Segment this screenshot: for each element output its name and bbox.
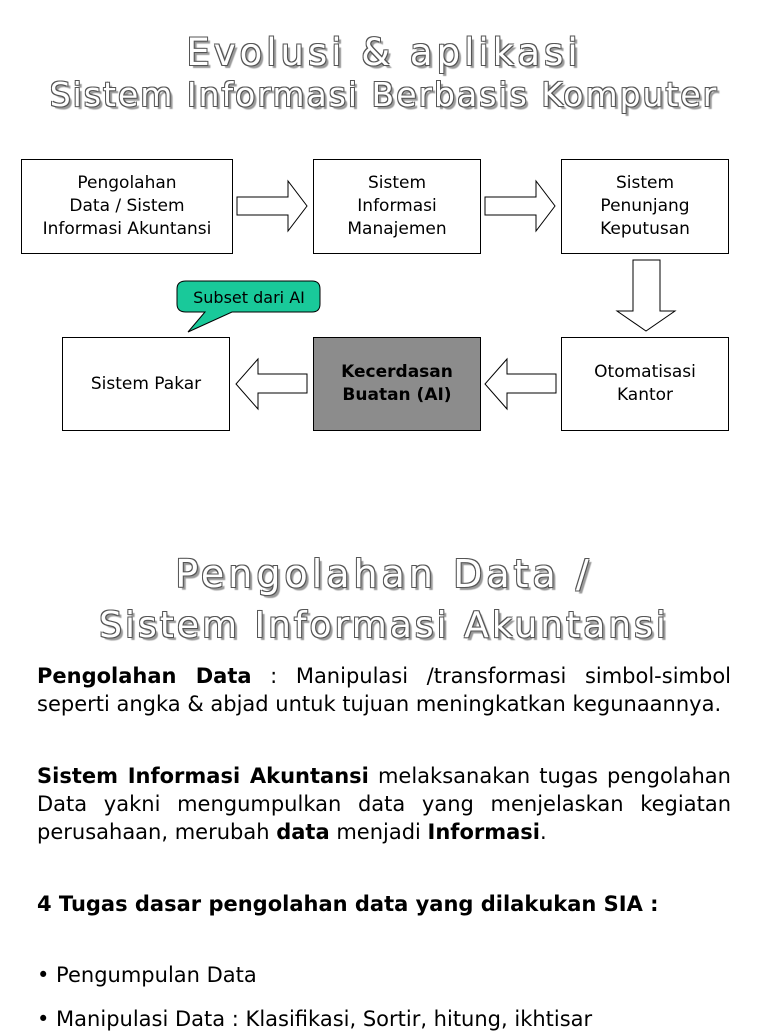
section-title-pengolahan-data: Pengolahan Data /	[175, 552, 593, 596]
box-pengolahan-data: Pengolahan Data / Sistem Informasi Akuntansi	[21, 159, 233, 254]
heading-4-tugas-dasar: 4 Tugas dasar pengolahan data yang dilakukan SIA :	[37, 892, 659, 916]
box-kecerdasan-buatan: Kecerdasan Buatan (AI)	[313, 337, 481, 431]
arrow-right-1	[237, 181, 307, 231]
box-sistem-penunjang-keputusan: Sistem Penunjang Keputusan	[561, 159, 729, 254]
box-otomatisasi-kantor: Otomatisasi Kantor	[561, 337, 729, 431]
arrow-left-1	[485, 359, 556, 409]
arrow-left-2	[236, 359, 307, 409]
paragraph-sia	[37, 762, 731, 846]
term-informasi: Informasi	[427, 820, 540, 844]
term-sia: Sistem Informasi Akuntansi	[37, 764, 369, 788]
term-pengolahan-data: Pengolahan Data	[37, 664, 252, 688]
sia-text-end: .	[539, 820, 547, 844]
callout-subset-ai: Subset dari AI	[193, 287, 305, 307]
box-sistem-pakar: Sistem Pakar	[62, 337, 230, 431]
sia-text-1: melaksanakan tugas pengolahan Data yakni mengumpulkan data yang menjelaskan kegiatan perusahaan, merubah	[37, 764, 731, 844]
arrow-right-2	[485, 181, 555, 231]
section-title-sia: Sistem Informasi Akuntansi	[99, 605, 669, 646]
bullet-pengumpulan-data: • Pengumpulan Data	[37, 963, 257, 987]
title-sistem-informasi-berbasis-komputer: Sistem Informasi Berbasis Komputer	[49, 75, 719, 114]
box-sistem-informasi-manajemen: Sistem Informasi Manajemen	[313, 159, 481, 254]
arrow-down	[617, 260, 675, 331]
definition-pengolahan-data: : Manipulasi /transformasi simbol-simbol seperti angka & abjad untuk tujuan meningkatkan kegunaannya.	[37, 664, 732, 716]
title-evolusi: Evolusi & aplikasi	[186, 31, 582, 74]
sia-text-2: menjadi	[329, 820, 428, 844]
paragraph-pengolahan-data	[37, 662, 731, 718]
bullet-manipulasi-data: • Manipulasi Data : Klasifikasi, Sortir, hitung, ikhtisar	[37, 1007, 593, 1031]
term-data: data	[276, 820, 330, 844]
